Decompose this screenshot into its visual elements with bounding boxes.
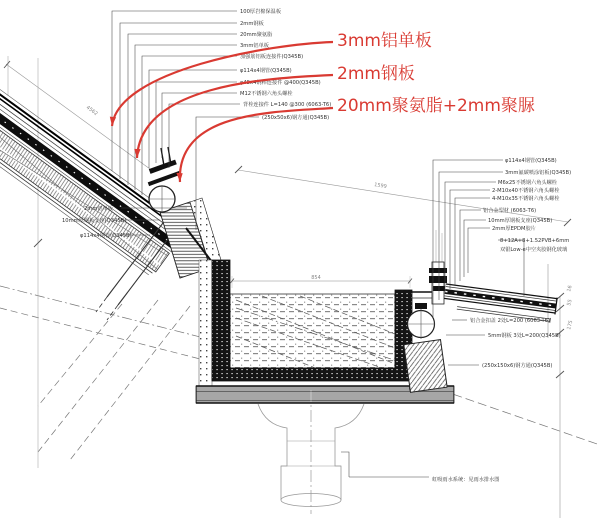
left-stack-label-9: (250x50x6)钢方通(Q345B) (262, 115, 330, 121)
eave-pipe-assembly (148, 147, 181, 212)
left-stack-label-7: M12不锈钢六角头螺栓 (240, 91, 293, 97)
right-mid-label-0: 铝合金扣盖 2处L=200 (6063-T6) (470, 318, 550, 324)
red-annotations (337, 31, 535, 116)
right-stack-label-6: 10mm厚钢板支座(Q345B) (488, 218, 553, 224)
right-stack-label-3: 2-M10x40不锈钢六角头螺栓 (492, 188, 560, 194)
left-mid-label-2: φ114x4钢管(Q345B) (80, 233, 132, 239)
red-annotation-arrows (112, 42, 333, 182)
right-mid-label-2: (250x150x6)钢方通(Q345B) (482, 363, 553, 369)
right-stack-label-1: 3mm氟碳喷涂铝板(Q345B) (505, 170, 572, 176)
dimension-lines (4, 56, 574, 518)
right-stack-label-4: 4-M10x35不锈钢六角头螺栓 (492, 196, 560, 202)
right-mid-label-1: 5mm钢板 3处L=200(Q345B) (488, 333, 561, 339)
right-stack-label-7: 2mm厚EPDM胶片 (492, 226, 536, 232)
left-stack-label-1: 2mm钢板 (240, 21, 264, 27)
right-stack-label-8-line1: 8+12A+8+1.52PVB+6mm (500, 238, 570, 244)
red-note-polyurethane: 20mm聚氨脂+2mm聚脲 (337, 96, 535, 116)
glass-dim: 1599 (373, 182, 388, 190)
right-chain-dim-0: 16 (566, 284, 574, 293)
left-stack-label-5: φ114x4钢管(Q345B) (240, 68, 292, 74)
left-stack-label-3: 3mm铝单板 (240, 43, 269, 49)
right-stack-label-5: 铝合金型材 (6063-T6) (483, 208, 537, 214)
right-chain-dim-1: 55 (566, 298, 574, 307)
left-stack-label-8: 背栓连接件 L=140 @300 (6063-T6) (243, 102, 332, 108)
right-stack-label-8-line2: 双银Low-e中空夹胶钢化玻璃 (500, 247, 568, 253)
left-mid-label-1: 10mm厚钢板支座(Q345B) (62, 218, 127, 224)
right-stack-label-2: M6x25不锈钢六角头螺栓 (498, 180, 557, 186)
left-stack-labels (240, 7, 331, 121)
right-chain-dim-2: 175 (566, 319, 575, 331)
red-annotation-arrowheads (110, 117, 183, 182)
gutter-width-dim: 854 (311, 275, 321, 281)
left-mid-label-0: 2mm铝单板 (84, 206, 113, 212)
roof-slope-dim: 4562 (84, 104, 99, 118)
right-stack-labels (483, 156, 571, 253)
right-stack-label-0: φ114x4钢管(Q345B) (505, 158, 557, 164)
bottom-note-label: 虹吸雨水系统：见雨水排水图 (432, 477, 500, 483)
left-stack-label-4: 加强筋铝板连接件(Q345B) (240, 54, 304, 60)
red-note-steel-plate: 2mm钢板 (337, 64, 415, 84)
left-stack-label-6: φ45x4钢棒连接件 @400(Q345B) (240, 80, 321, 86)
left-stack-label-2: 20mm聚氨脂 (240, 32, 273, 38)
left-stack-label-0: 100厚岩棉保温板 (240, 9, 282, 15)
red-note-aluminum-panel: 3mm铝单板 (337, 31, 432, 51)
